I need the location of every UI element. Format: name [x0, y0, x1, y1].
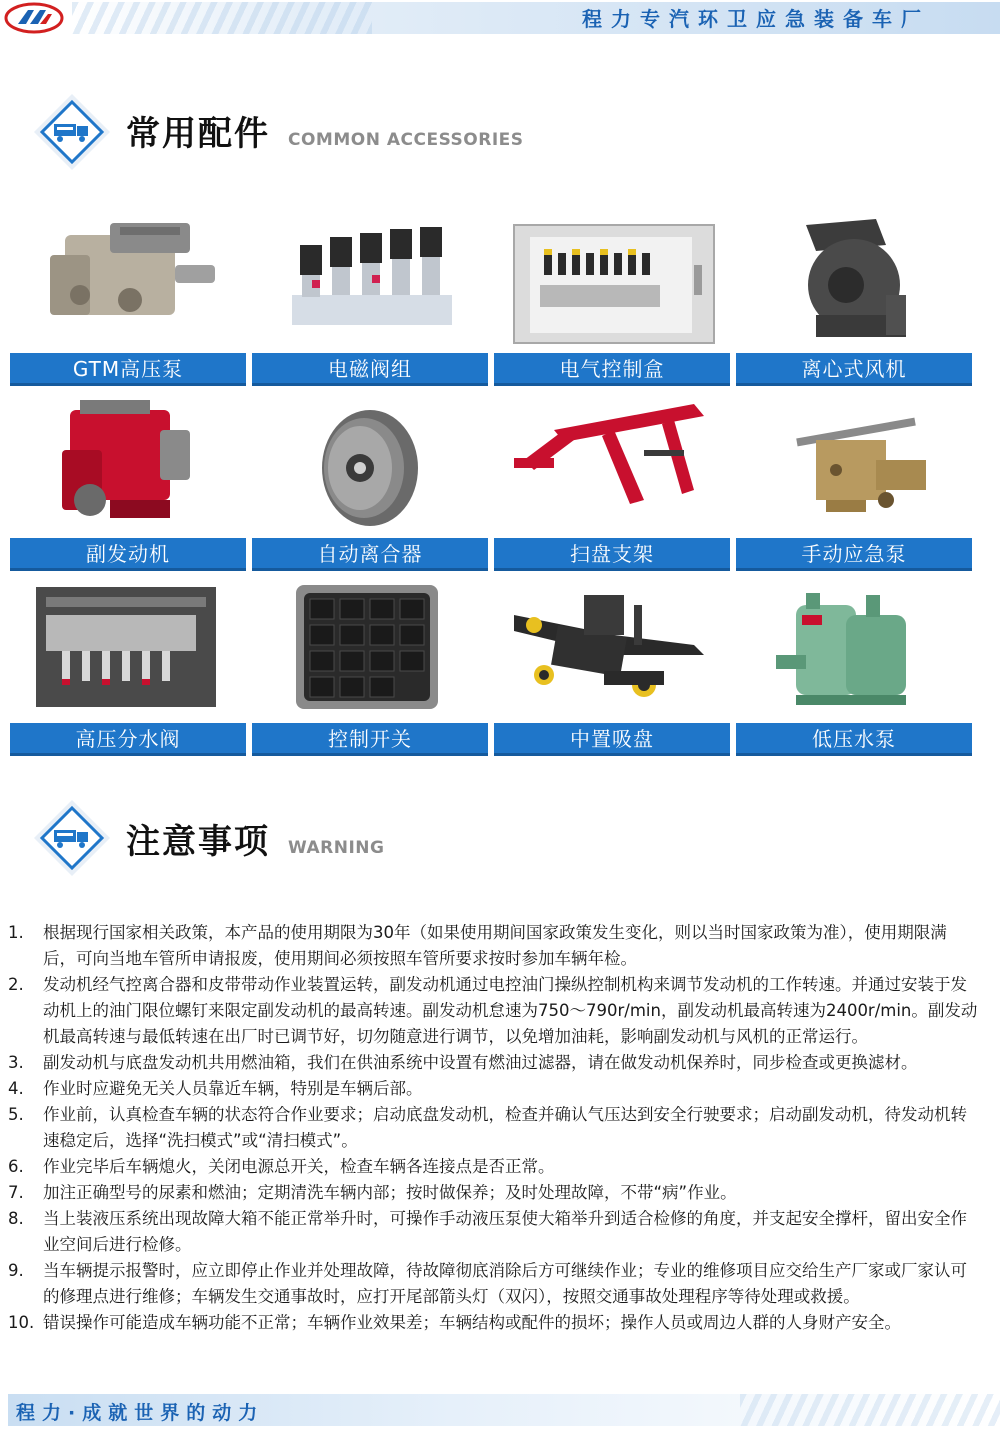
- company-name: 程力专汽环卫应急装备车厂: [582, 7, 930, 31]
- list-item: 3. 副发动机与底盘发动机共用燃油箱，我们在供油系统中设置有燃油过滤器，请在做发动机保养时，同步检查或更换滤材。: [8, 1053, 918, 1072]
- accessory-label: 自动离合器: [252, 538, 488, 571]
- company-logo: [4, 2, 64, 34]
- accessory-label: 高压分水阀: [10, 723, 246, 756]
- truck-badge-icon: [30, 90, 114, 174]
- gtm-pump-image: [10, 205, 246, 353]
- accessory-label: 电气控制盒: [494, 353, 730, 386]
- high-pressure-valve-image: [10, 575, 246, 723]
- solenoid-valve-image: [252, 205, 488, 353]
- list-item: 2. 发动机经气控离合器和皮带带动作业装置运转，副发动机通过电控油门操纵控制机构来调节发动机的工作转速。并通过安装于发动机上的油门限位螺钉来限定副发动机的最高转速。副发动机怠速为750～790r/min，副发动机最高转速为2400r/min。副发动机最高转速与最低转速在出厂时已调节好，切勿随意进行调节，以免增加油耗，影响副发动机与风机的正常运行。: [8, 975, 978, 1046]
- accessory-label: GTM高压泵: [10, 353, 246, 386]
- page-header: [0, 0, 1000, 36]
- accessory-label: 手动应急泵: [736, 538, 972, 571]
- control-box-image: [494, 205, 730, 353]
- accessory-label: 低压水泵: [736, 723, 972, 756]
- footer-slogan: 程力·成就世界的动力: [16, 1402, 265, 1424]
- list-item: 10. 错误操作可能造成车辆功能不正常；车辆作业效果差；车辆结构或配件的损坏；操作人员或周边人群的人身财产安全。: [8, 1313, 901, 1332]
- list-item: 8. 当上装液压系统出现故障大箱不能正常举升时，可操作手动液压泵使大箱举升到适合检修的角度，并支起安全撑杆，留出安全作业空间后进行检修。: [8, 1209, 967, 1254]
- auxiliary-engine-image: [10, 390, 246, 538]
- list-item: 7. 加注正确型号的尿素和燃油；定期清洗车辆内部；按时做保养；及时处理故障，不带“病”作业。: [8, 1183, 737, 1202]
- accessory-label: 扫盘支架: [494, 538, 730, 571]
- manual-pump-image: [736, 390, 972, 538]
- accessories-subtitle: COMMON ACCESSORIES: [288, 130, 524, 150]
- control-switch-image: [252, 575, 488, 723]
- page-footer: [0, 1392, 1000, 1428]
- low-pressure-pump-image: [736, 575, 972, 723]
- list-item: 4. 作业时应避免无关人员靠近车辆，特别是车辆后部。: [8, 1079, 423, 1098]
- accessory-label: 电磁阀组: [252, 353, 488, 386]
- accessory-label: 中置吸盘: [494, 723, 730, 756]
- warning-title: 注意事项: [126, 822, 270, 862]
- warning-section-header: [0, 796, 1000, 880]
- warning-list: [8, 920, 978, 1336]
- list-item: 5. 作业前，认真检查车辆的状态符合作业要求；启动底盘发动机，检查并确认气压达到安全行驶要求；启动副发动机，待发动机转速稳定后，选择“洗扫模式”或“清扫模式”。: [8, 1105, 967, 1150]
- accessory-label: 控制开关: [252, 723, 488, 756]
- centrifugal-fan-image: [736, 205, 972, 353]
- truck-badge-icon: [30, 796, 114, 880]
- accessory-label: 副发动机: [10, 538, 246, 571]
- accessory-label: 离心式风机: [736, 353, 972, 386]
- accessories-section-header: [0, 90, 1000, 174]
- auto-clutch-image: [252, 390, 488, 538]
- accessories-title: 常用配件: [126, 114, 270, 154]
- list-item: 1. 根据现行国家相关政策，本产品的使用期限为30年（如果使用期间国家政策发生变化，则以当时国家政策为准），使用期限满后，可向当地车管所申请报废，使用期间必须按照车管所要求按时参加车辆年检。: [8, 923, 947, 968]
- list-item: 6. 作业完毕后车辆熄火，关闭电源总开关，检查车辆各连接点是否正常。: [8, 1157, 555, 1176]
- center-suction-image: [494, 575, 730, 723]
- broom-bracket-image: [494, 390, 730, 538]
- warning-subtitle: WARNING: [288, 838, 385, 858]
- list-item: 9. 当车辆提示报警时，应立即停止作业并处理故障，待故障彻底消除后方可继续作业；专业的维修项目应交给生产厂家或厂家认可的修理点进行维修；车辆发生交通事故时，应打开尾部箭头灯（双闪），按照交通事故处理程序等待处理或救援。: [8, 1261, 967, 1306]
